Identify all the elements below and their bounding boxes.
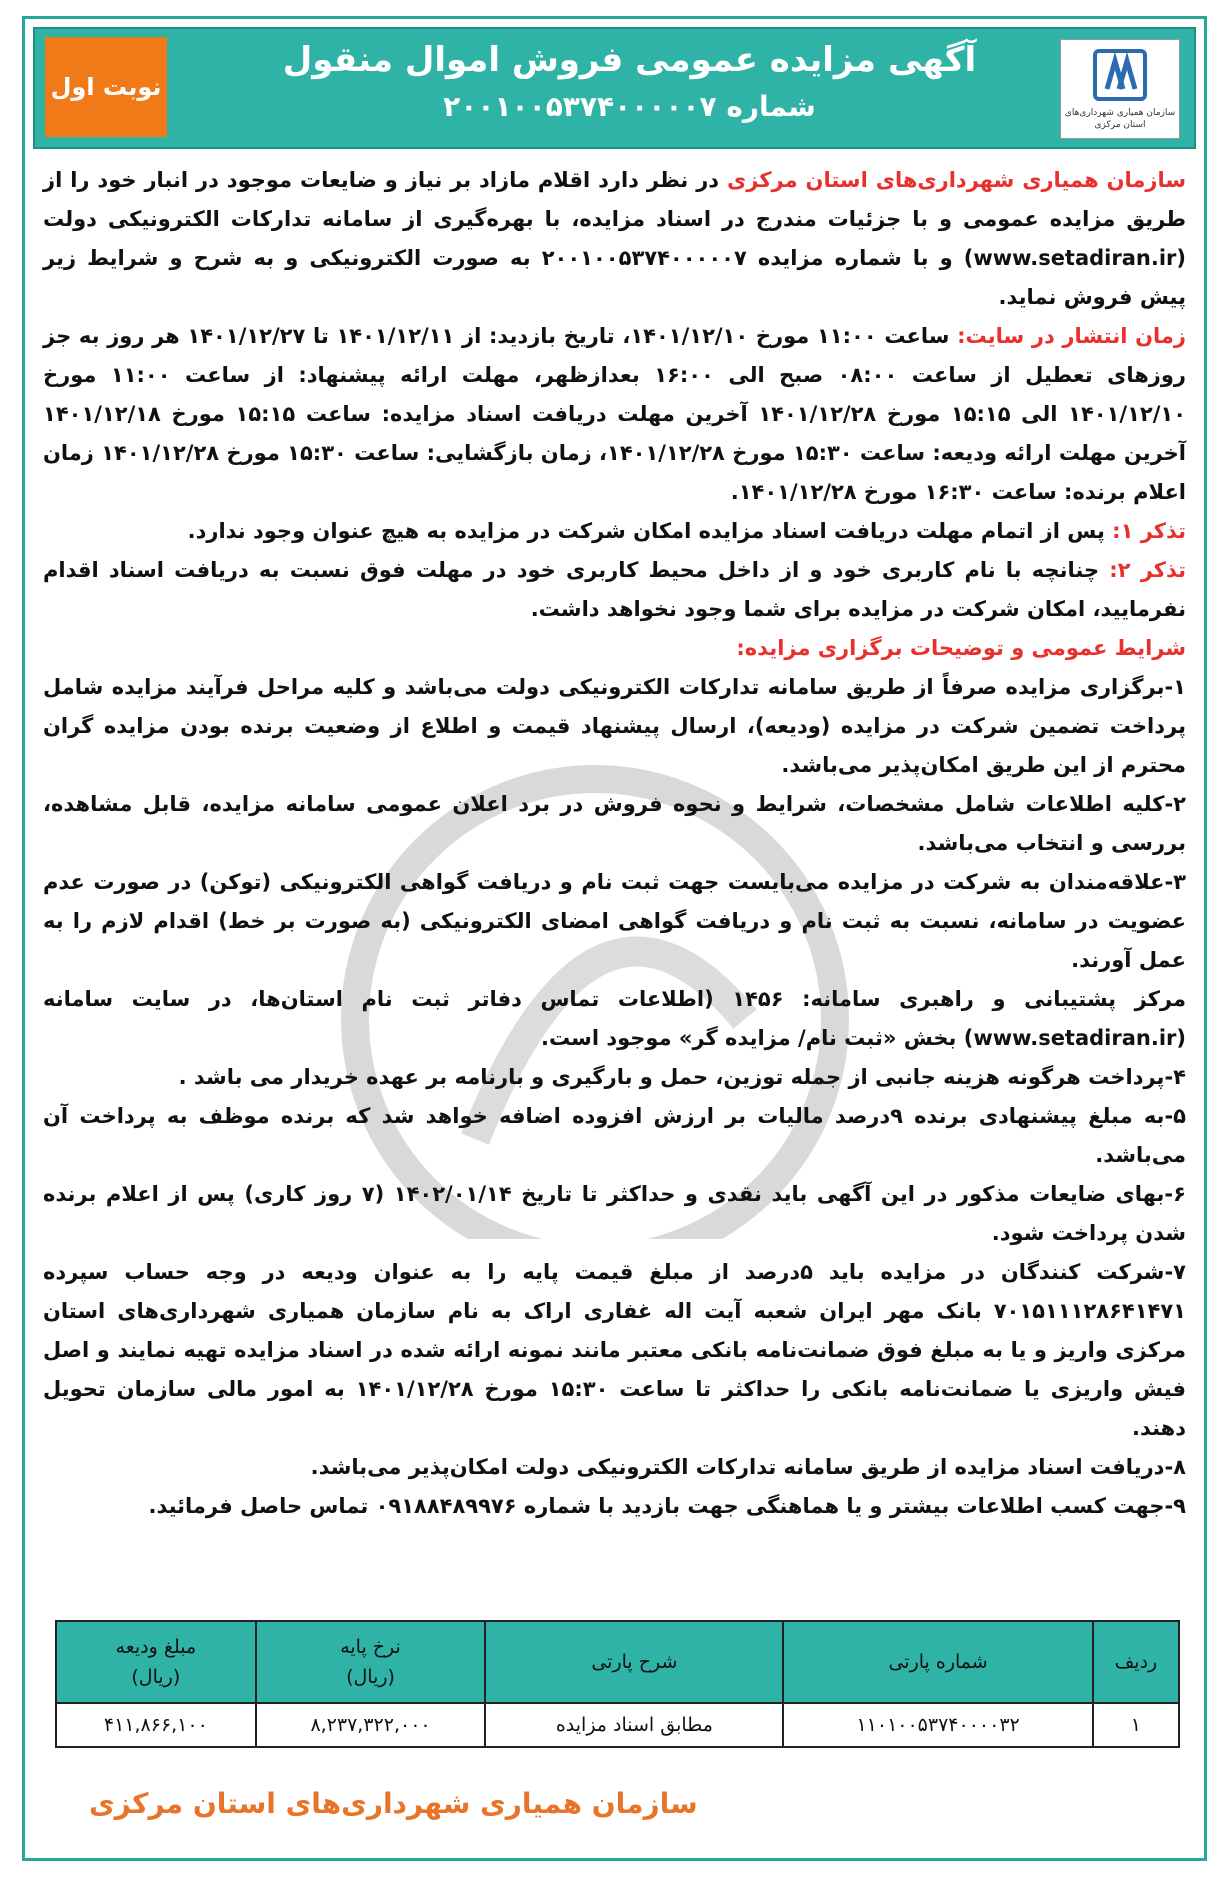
col-header-deposit: مبلغ ودیعه (ریال) [56,1621,256,1703]
cell-lot-desc: مطابق اسناد مزایده [485,1703,783,1747]
condition-item: ۵-به مبلغ پیشنهادی برنده ۹درصد مالیات بر ارزش افزوده اضافه خواهد شد که برنده موظف به پرداخت آن می‌باشد. [43,1104,1186,1167]
header-bar [33,27,1196,149]
cell-row-no: ۱ [1093,1703,1179,1747]
ad-body [43,161,1186,1526]
note-1 [43,512,1186,551]
note-2 [43,551,1186,629]
title-block [215,35,1044,129]
note-2-text: چنانچه با نام کاربری خود و از داخل محیط کاربری خود در مهلت فوق نسبت به دریافت اسناد اقدام نفرمایید، امکان شرکت در مزایده برای شما وجود نخواهد داشت. [43,558,1186,621]
note-2-label: تذکر ۲: [1109,558,1186,582]
ad-frame [22,16,1207,1861]
auction-number: شماره ۲۰۰۱۰۰۵۳۷۴۰۰۰۰۰۷ [443,90,816,123]
col-header-base-price: نرخ پایه (ریال) [256,1621,486,1703]
logo-caption: سازمان همیاری شهرداری‌های استان مرکزی [1064,108,1176,130]
logo-icon [1089,47,1151,103]
table-row [56,1703,1179,1747]
condition-item: ۸-دریافت اسناد مزایده از طریق سامانه تدارکات الکترونیکی دولت امکان‌پذیر می‌باشد. [310,1455,1186,1479]
intro-text: در نظر دارد اقلام مازاد بر نیاز و ضایعات موجود در انبار خود را از طریق مزایده عمومی و با جزئیات مندرج در اسناد مزایده، با بهره‌گیری از سامانه تدارکات الکترونیکی دولت (www.setadiran.ir) و با شماره مزایده ۲۰۰۱۰۰۵۳۷۴۰۰۰۰۰۷ به صورت الکترونیکی و به شرح و شرایط زیر پیش فروش نماید. [43,168,1186,309]
organization-logo [1060,39,1180,139]
cell-base-price: ۸,۲۳۷,۳۲۲,۰۰۰ [256,1703,486,1747]
condition-item: ۹-جهت کسب اطلاعات بیشتر و یا هماهنگی جهت بازدید با شماره ۰۹۱۸۸۴۸۹۹۷۶ تماس حاصل فرمائید. [148,1494,1186,1518]
schedule-text: ساعت ۱۱:۰۰ مورخ ۱۴۰۱/۱۲/۱۰، تاریخ بازدید: از ۱۴۰۱/۱۲/۱۱ تا ۱۴۰۱/۱۲/۲۷ هر روز به جز روزهای تعطیل از ساعت ۰۸:۰۰ صبح الی ۱۶:۰۰ بعدازظهر، مهلت ارائه پیشنهاد: از ساعت ۱۱:۰۰ مورخ ۱۴۰۱/۱۲/۱۰ الی ۱۵:۱۵ مورخ ۱۴۰۱/۱۲/۲۸ آخرین مهلت دریافت اسناد مزایده: ساعت ۱۵:۱۵ مورخ ۱۴۰۱/۱۲/۱۸ آخرین مهلت ارائه ودیعه: ساعت ۱۵:۳۰ مورخ ۱۴۰۱/۱۲/۲۸، زمان بازگشایی: ساعت ۱۵:۳۰ مورخ ۱۴۰۱/۱۲/۲۸ زمان اعلام برنده: ساعت ۱۶:۳۰ مورخ ۱۴۰۱/۱۲/۲۸. [43,324,1187,504]
table-header-row [56,1621,1179,1703]
col-header-lot-number: شماره پارتی [783,1621,1092,1703]
ad-title: آگهی مزایده عمومی فروش اموال منقول [282,40,977,80]
conditions-title: شرایط عمومی و توضیحات برگزاری مزایده: [736,636,1186,660]
note-1-label: تذکر ۱: [1112,519,1186,543]
col-header-row-no: ردیف [1093,1621,1179,1703]
condition-item: ۴-پرداخت هرگونه هزینه جانبی از جمله توزین، حمل و بارگیری و بارنامه بر عهده خریدار می باشد . [178,1065,1186,1089]
round-badge: نوبت اول [45,37,167,137]
condition-item: ۳-علاقه‌مندان به شرکت در مزایده می‌بایست جهت ثبت نام و دریافت گواهی الکترونیکی (توکن) در صورت عدم عضویت در سامانه، نسبت به ثبت نام و دریافت گواهی امضای الکترونیکی (به صورت بر خط) اقدام لازم را به عمل آورند. [43,870,1186,972]
condition-item: ۲-کلیه اطلاعات شامل مشخصات، شرایط و نحوه فروش در برد اعلان عمومی سامانه مزایده، قابل مشاهده، بررسی و انتخاب می‌باشد. [43,792,1186,855]
intro-org: سازمان همیاری شهرداری‌های استان مرکزی [727,168,1187,192]
condition-item: ۶-بهای ضایعات مذکور در این آگهی باید نقدی و حداکثر تا تاریخ ۱۴۰۲/۰۱/۱۴ (۷ روز کاری) پس از اعلام برنده شدن پرداخت شود. [43,1182,1186,1245]
condition-item: ۱-برگزاری مزایده صرفاً از طریق سامانه تدارکات الکترونیکی دولت می‌باشد و کلیه مراحل فرآیند مزایده شامل پرداخت تضمین شرکت در مزایده (ودیعه)، ارسال پیشنهاد قیمت و اطلاع از وضعیت برنده بودن مزایده گران محترم از این طریق امکان‌پذیر می‌باشد. [43,675,1186,777]
footer-signature: سازمان همیاری شهرداری‌های استان مرکزی [89,1787,698,1820]
intro-paragraph [43,161,1186,317]
schedule-paragraph [43,317,1186,512]
condition-item: مرکز پشتیبانی و راهبری سامانه: ۱۴۵۶ (اطلاعات تماس دفاتر ثبت نام استان‌ها، در سایت سامانه (www.setadiran.ir) بخش «ثبت نام/ مزایده گر» موجود است. [43,987,1186,1050]
col-header-lot-desc: شرح پارتی [485,1621,783,1703]
condition-item: ۷-شرکت کنندگان در مزایده باید ۵درصد از مبلغ قیمت پایه را به عنوان ودیعه در وجه حساب سپرده ۷۰۱۵۱۱۱۲۸۶۴۱۴۷۱ بانک مهر ایران شعبه آیت اله غفاری اراک به نام سازمان همیاری شهرداری‌های استان مرکزی واریز و یا به مبلغ فوق ضمانت‌نامه بانکی معتبر مانند نمونه ارائه شده در اسناد مزایده تهیه نمایند و اصل فیش واریزی یا ضمانت‌نامه بانکی را حداکثر تا ساعت ۱۵:۳۰ مورخ ۱۴۰۱/۱۲/۲۸ به امور مالی سازمان تحویل دهند. [43,1260,1187,1440]
cell-lot-number: ۱۱۰۱۰۰۵۳۷۴۰۰۰۰۳۲ [783,1703,1092,1747]
note-1-text: پس از اتمام مهلت دریافت اسناد مزایده امکان شرکت در مزایده به هیچ عنوان وجود ندارد. [187,519,1113,543]
schedule-label: زمان انتشار در سایت: [957,324,1186,348]
lots-table [55,1620,1180,1748]
cell-deposit: ۴۱۱,۸۶۶,۱۰۰ [56,1703,256,1747]
